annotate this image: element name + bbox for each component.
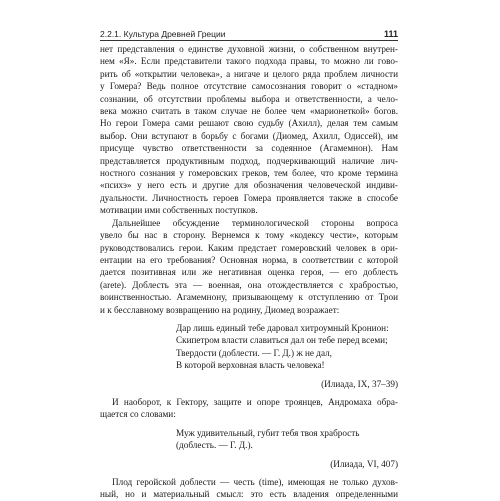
text-line: руководствовались герои. Каким предстает гомеровский человек в ори- bbox=[100, 242, 398, 253]
text-line: ностного сознания у гомеровских греков, тем более, что кроме термина bbox=[100, 168, 398, 179]
text-line: И наоборот, к Гектору, защите и опоре троянцев, Андромаха обра- bbox=[112, 396, 398, 407]
page-number: 111 bbox=[383, 29, 398, 39]
verse-line: Дар лишь единый тебе даровал хитроумный Кронион: bbox=[176, 322, 389, 333]
text-line: (arete). Доблесть эта — военная, она отождествляется с храбростью, bbox=[100, 279, 398, 290]
text-line: у Гомера? Ведь полное отсутствие самосознания говорит о «стадном» bbox=[100, 81, 398, 92]
text-line: щается со словами: bbox=[100, 409, 176, 420]
paragraph-2 bbox=[100, 217, 398, 316]
verse-quote-1 bbox=[176, 322, 398, 372]
text-line: и к бесславному возвращению на родину, Диомед возражает: bbox=[100, 304, 340, 315]
text-line: сознании, об отсутствии проблемы выбора и ответственности, а чело- bbox=[100, 93, 398, 104]
text-line: ентации на его требования? Основная норма, в соответствии с которой bbox=[100, 254, 398, 265]
paragraph-3 bbox=[100, 396, 398, 421]
text-line: ный, но и материальный смысл: это есть владения определенными bbox=[100, 489, 398, 500]
text-line: века можно считать в таком случае не более чем «марионеткой» богов. bbox=[100, 106, 398, 117]
text-line: рить об «открытии человека», а нигаче и целого ряда проблем личности bbox=[100, 68, 398, 79]
text-line: выбор. Они вступают в борьбу с богами (Диомед, Ахилл, Одиссей), им bbox=[100, 130, 398, 141]
paragraph-1 bbox=[100, 43, 398, 217]
page-body bbox=[100, 43, 398, 501]
text-line: воинственностью. Агамемнону, призывающему к отступлению от Трои bbox=[100, 292, 398, 303]
verse-line: Скипетром власти славиться дал он тебе перед всеми; bbox=[176, 335, 388, 346]
text-line: увело бы нас в сторону. Вернемся к тому «кодексу чести», которым bbox=[100, 230, 398, 241]
verse-line: (доблесть. — Г. Д.). bbox=[176, 440, 253, 451]
text-line: Но герои Гомера сами решают свою судьбу (Ахилл), делая тем самым bbox=[100, 118, 398, 129]
text-line: присуще чувство ответственности за содеянное (Агамемнон). Нам bbox=[100, 143, 398, 154]
verse-line: В которой верховная власть человека! bbox=[176, 360, 325, 371]
verse-line: Муж удивительный, губит тебя твоя храбрость bbox=[176, 427, 360, 438]
header-rule bbox=[100, 40, 398, 41]
section-title: 2.2.1. Культура Древней Греции bbox=[100, 29, 226, 39]
text-line: нем «Я». Если представители такого подхода правы, то можно ли гово- bbox=[100, 56, 398, 67]
verse-quote-2 bbox=[176, 427, 398, 452]
paragraph-4 bbox=[100, 476, 398, 501]
text-line: Дальнейшее обсуждение терминологической стороны вопроса bbox=[112, 217, 398, 228]
running-header bbox=[100, 29, 398, 39]
quote-source-2: (Илиада, VI, 407) bbox=[330, 458, 398, 469]
text-line: дается позитивная или же негативная оценка героя, — его доблесть bbox=[100, 267, 398, 278]
verse-line: Твердости (доблести. — Г. Д.) ж не дал, bbox=[176, 347, 332, 358]
text-line: «психэ» у него есть и другие для обозначения человеческой индиви- bbox=[100, 180, 398, 191]
text-line: Плод геройской доблести — честь (time), имеющая не только духов- bbox=[112, 477, 398, 487]
text-line: мотивации ими собственных поступков. bbox=[100, 205, 258, 216]
text-line: нет представления о единстве духовной жизни, о собственном внутрен- bbox=[100, 44, 398, 54]
text-line: представляется продуктивным подход, подчеркивающий наличие лич- bbox=[100, 155, 398, 166]
quote-source-1: (Илиада, IX, 37–39) bbox=[321, 378, 398, 389]
text-line: дуальности. Личностность героев Гомера проявляется также в способе bbox=[100, 192, 398, 203]
